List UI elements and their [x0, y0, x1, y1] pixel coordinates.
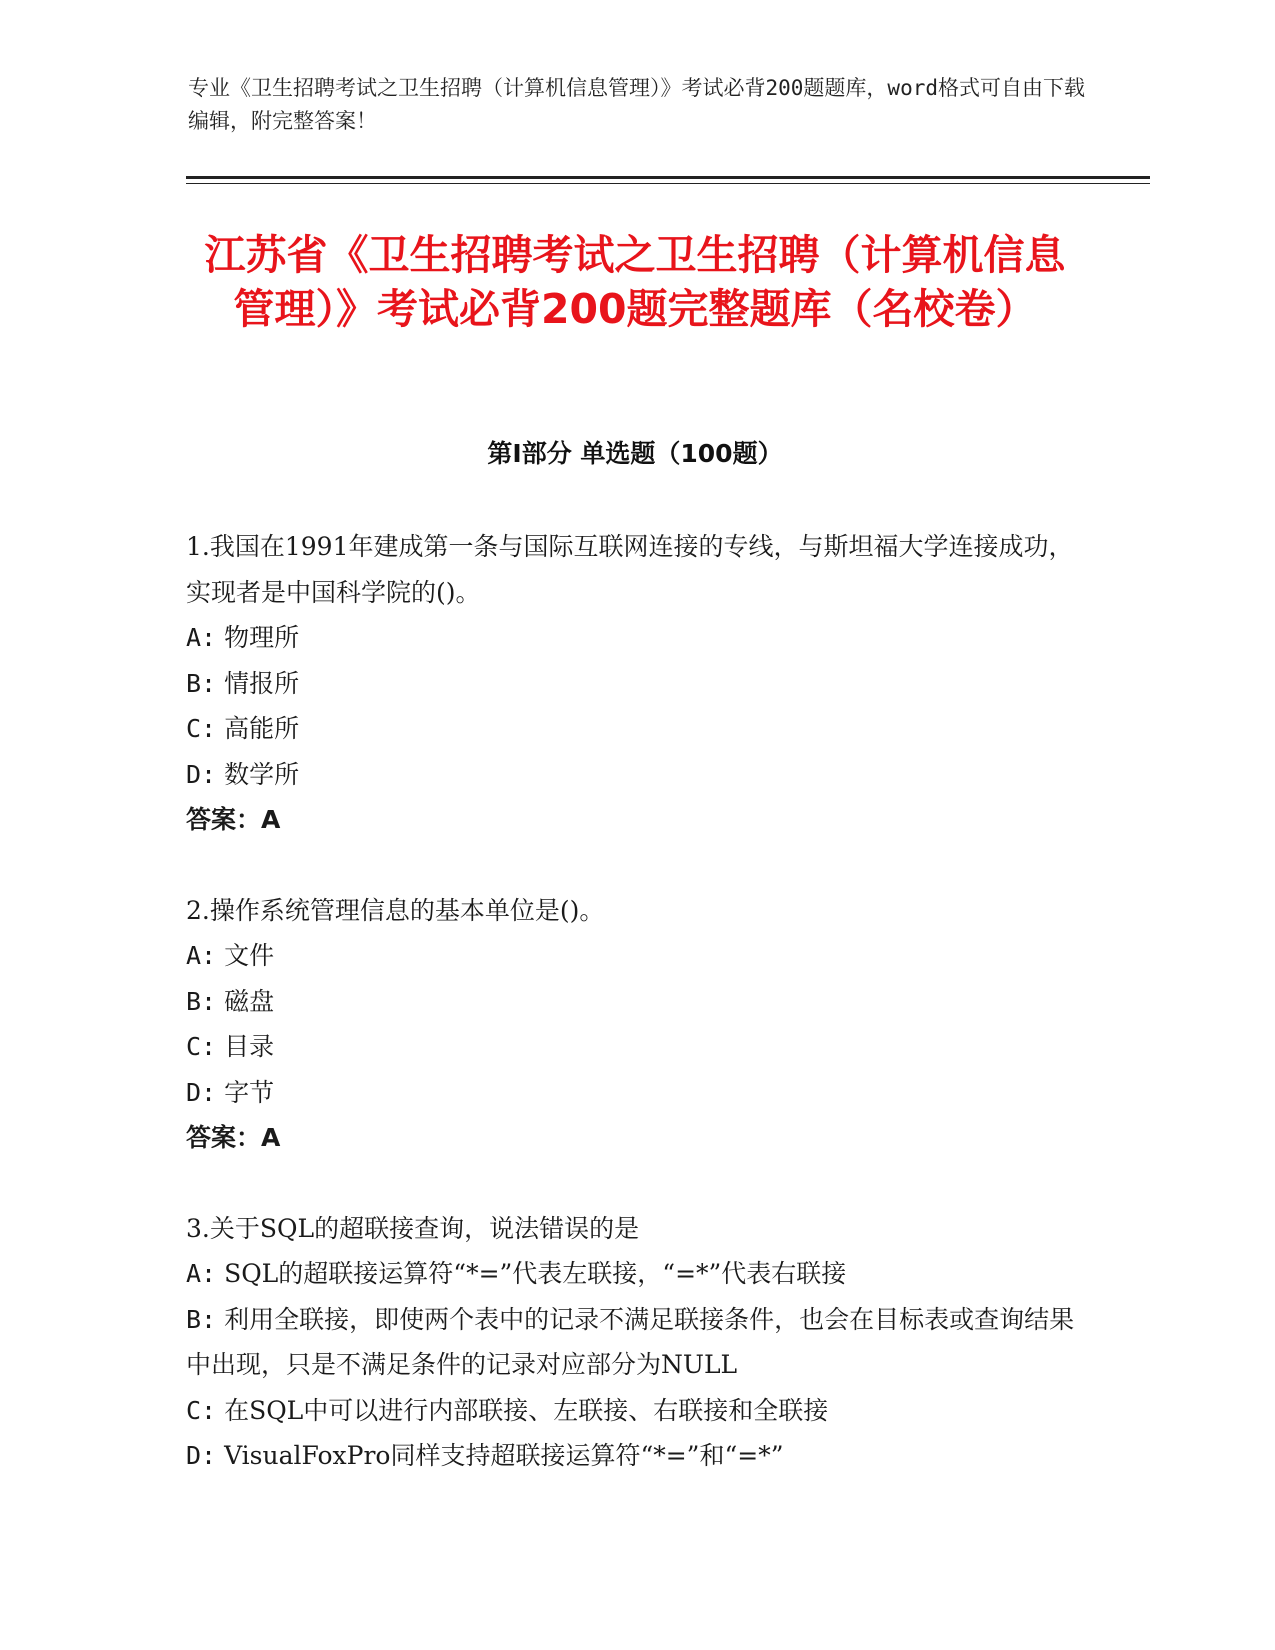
option-text: 数学所 — [224, 759, 300, 789]
option-letter: A: — [186, 941, 217, 970]
option-c — [186, 706, 1086, 752]
option-letter: C: — [186, 1032, 217, 1061]
header-note: 专业《卫生招聘考试之卫生招聘（计算机信息管理）》考试必背200题题库，word格式可自由下载编辑，附完整答案！ — [188, 76, 1085, 133]
question-stem: 3.关于SQL的超联接查询，说法错误的是 — [186, 1213, 640, 1243]
option-text: 字节 — [224, 1077, 275, 1107]
option-text: 高能所 — [224, 714, 300, 743]
option-a — [186, 933, 1086, 979]
option-b — [186, 661, 1086, 707]
option-text: 文件 — [224, 941, 275, 970]
option-letter: A: — [186, 623, 217, 652]
question-3 — [186, 1206, 1086, 1479]
option-text: VisualFoxPro同样支持超联接运算符“*=”和“=*” — [224, 1441, 784, 1470]
option-d — [186, 752, 1086, 798]
option-letter: B: — [186, 668, 217, 698]
answer-line: 答案：A — [186, 1123, 281, 1152]
option-a — [186, 1251, 1086, 1297]
option-letter: C: — [186, 714, 217, 743]
option-letter: C: — [186, 1395, 217, 1425]
document-title: 江苏省《卫生招聘考试之卫生招聘（计算机信息管理）》考试必背200题完整题库（名校卷） — [204, 231, 1066, 333]
option-c — [186, 1024, 1086, 1070]
option-b — [186, 1297, 1086, 1388]
answer-line: 答案：A — [186, 805, 281, 834]
option-letter: B: — [186, 1304, 217, 1334]
option-letter: D: — [186, 759, 217, 789]
option-b — [186, 979, 1086, 1025]
option-text: 情报所 — [224, 668, 300, 698]
option-letter: D: — [186, 1441, 217, 1470]
option-text: 目录 — [224, 1032, 275, 1061]
option-letter: B: — [186, 986, 217, 1016]
option-c — [186, 1388, 1086, 1434]
header-rule-thin — [186, 183, 1150, 184]
question-2 — [186, 888, 1086, 1161]
option-letter: A: — [186, 1259, 217, 1288]
section-title: 第Ⅰ部分 单选题（100题） — [487, 439, 783, 468]
option-text: SQL的超联接运算符“*=”代表左联接，“=*”代表右联接 — [224, 1259, 847, 1288]
option-d — [186, 1433, 1086, 1479]
option-d — [186, 1070, 1086, 1116]
question-stem: 1.我国在1991年建成第一条与国际互联网连接的专线，与斯坦福大学连接成功，实现者是中国科学院的()。 — [186, 532, 1074, 607]
option-text: 磁盘 — [224, 986, 275, 1016]
option-text: 利用全联接，即使两个表中的记录不满足联接条件，也会在目标表或查询结果中出现，只是不满足条件的记录对应部分为NULL — [186, 1304, 1075, 1379]
question-list — [186, 524, 1086, 1524]
option-text: 在SQL中可以进行内部联接、左联接、右联接和全联接 — [224, 1395, 829, 1425]
option-a — [186, 615, 1086, 661]
option-letter: D: — [186, 1077, 217, 1107]
header-rule-thick — [186, 176, 1150, 179]
option-text: 物理所 — [224, 623, 300, 652]
question-stem: 2.操作系统管理信息的基本单位是()。 — [186, 895, 605, 925]
question-1 — [186, 524, 1086, 843]
